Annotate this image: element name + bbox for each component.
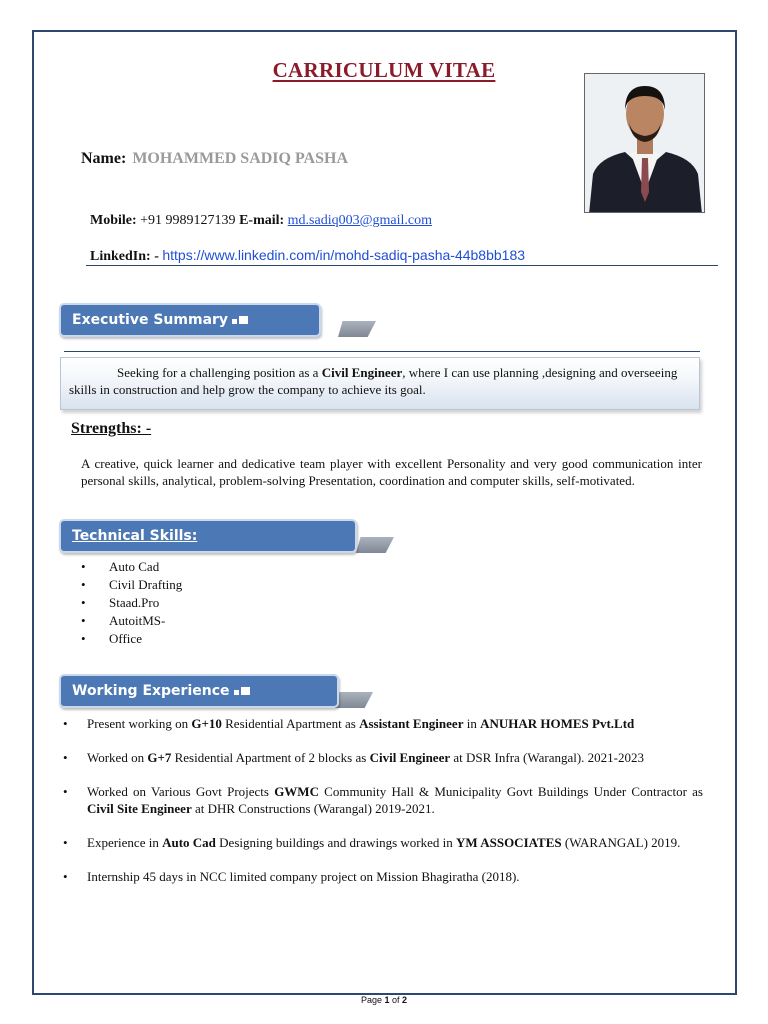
exp-text: Worked on Various Govt Projects bbox=[87, 784, 275, 799]
exp-bold: G+10 bbox=[191, 716, 222, 731]
list-item bbox=[63, 835, 703, 852]
square-icon bbox=[234, 690, 239, 695]
list-item bbox=[63, 716, 703, 733]
exp-text: at DSR Infra (Warangal). 2021-2023 bbox=[450, 750, 645, 765]
page-current: 1 bbox=[384, 995, 390, 1005]
list-item: • Office bbox=[81, 630, 182, 648]
mobile-label: Mobile: bbox=[90, 213, 137, 228]
page-title: CARRICULUM VITAE bbox=[272, 58, 496, 82]
list-item bbox=[63, 869, 703, 886]
exp-text: Residential Apartment of 2 blocks as bbox=[171, 750, 370, 765]
exp-text: in bbox=[463, 716, 481, 731]
linkedin-link[interactable]: https://www.linkedin.com/in/mohd-sadiq-pasha-44b8bb183 bbox=[162, 247, 526, 263]
contact-row bbox=[90, 213, 432, 229]
profile-photo bbox=[584, 73, 705, 213]
strengths-text: A creative, quick learner and dedicative team player with excellent Personality and very good communication inter personal skills, analytical, problem-solving Presentation, coordination and computer skills, self-motivated. bbox=[81, 456, 702, 488]
page-label: Page bbox=[360, 995, 385, 1005]
exp-bold: Auto Cad bbox=[162, 834, 216, 850]
banner-box bbox=[59, 674, 339, 708]
name-row bbox=[81, 150, 348, 168]
banner-box bbox=[59, 519, 357, 553]
exp-bold: YM ASSOCIATES bbox=[456, 834, 562, 850]
list-item: • AutoitMS- bbox=[81, 612, 182, 630]
square-icon bbox=[241, 687, 250, 695]
experience-list bbox=[63, 716, 703, 903]
exp-bold: Assistant Engineer bbox=[359, 716, 464, 731]
page-of: of bbox=[389, 995, 403, 1005]
exp-text: Worked on bbox=[87, 750, 148, 765]
name-value: MOHAMMED SADIQ PASHA bbox=[132, 150, 349, 167]
list-item: • Auto Cad bbox=[81, 558, 182, 576]
list-item: • Civil Drafting bbox=[81, 576, 182, 594]
list-item: • Staad.Pro bbox=[81, 594, 182, 612]
summary-divider bbox=[64, 351, 700, 352]
page-total: 2 bbox=[402, 995, 408, 1005]
exp-bold: GWMC bbox=[274, 784, 319, 799]
exp-bold: Civil Engineer bbox=[369, 750, 451, 765]
square-icon bbox=[239, 316, 248, 324]
email-link[interactable]: md.sadiq003@gmail.com bbox=[287, 213, 432, 228]
banner-box bbox=[59, 303, 321, 337]
section-heading-technical: Technical Skills: bbox=[72, 528, 198, 544]
exp-text: (WARANGAL) 2019. bbox=[561, 834, 681, 850]
list-item bbox=[63, 784, 703, 817]
square-icon bbox=[232, 319, 237, 324]
exp-text: Residential Apartment as bbox=[221, 716, 360, 731]
exp-text: Internship 45 days in NCC limited company project on Mission Bhagiratha (2018). bbox=[87, 868, 520, 884]
email-label: E-mail: bbox=[239, 213, 285, 228]
exp-bold: Civil Site Engineer bbox=[87, 800, 192, 816]
summary-role: Civil Engineer bbox=[321, 365, 403, 380]
section-heading-summary: Executive Summary bbox=[72, 312, 229, 328]
executive-summary-box bbox=[60, 357, 700, 410]
section-heading-experience: Working Experience bbox=[72, 683, 230, 699]
exp-text: Community Hall & Municipality Govt Buildings Under Contractor as bbox=[318, 784, 703, 799]
name-label: Name: bbox=[81, 150, 127, 167]
header-divider bbox=[86, 265, 718, 266]
exp-text: Experience in bbox=[87, 834, 163, 850]
strengths-heading: Strengths: - bbox=[71, 420, 152, 437]
summary-text-2: , where I can use planning ,designing and overseeing skills in construction and help grow the company to achieve its goal. bbox=[69, 365, 678, 397]
page-number bbox=[0, 995, 768, 1005]
person-photo-icon bbox=[585, 74, 705, 213]
exp-bold: ANUHAR HOMES Pvt.Ltd bbox=[480, 716, 635, 731]
linkedin-label: LinkedIn: - bbox=[90, 249, 159, 264]
exp-text: Present working on bbox=[87, 716, 192, 731]
skills-list bbox=[81, 558, 182, 648]
exp-text: at DHR Constructions (Warangal) 2019-2021. bbox=[191, 800, 435, 816]
exp-text: Designing buildings and drawings worked in bbox=[215, 834, 457, 850]
linkedin-row bbox=[90, 247, 525, 265]
list-item bbox=[63, 750, 703, 767]
summary-text-1: Seeking for a challenging position as a bbox=[117, 365, 322, 380]
exp-bold: G+7 bbox=[147, 750, 172, 765]
mobile-value: +91 9989127139 bbox=[140, 213, 236, 228]
